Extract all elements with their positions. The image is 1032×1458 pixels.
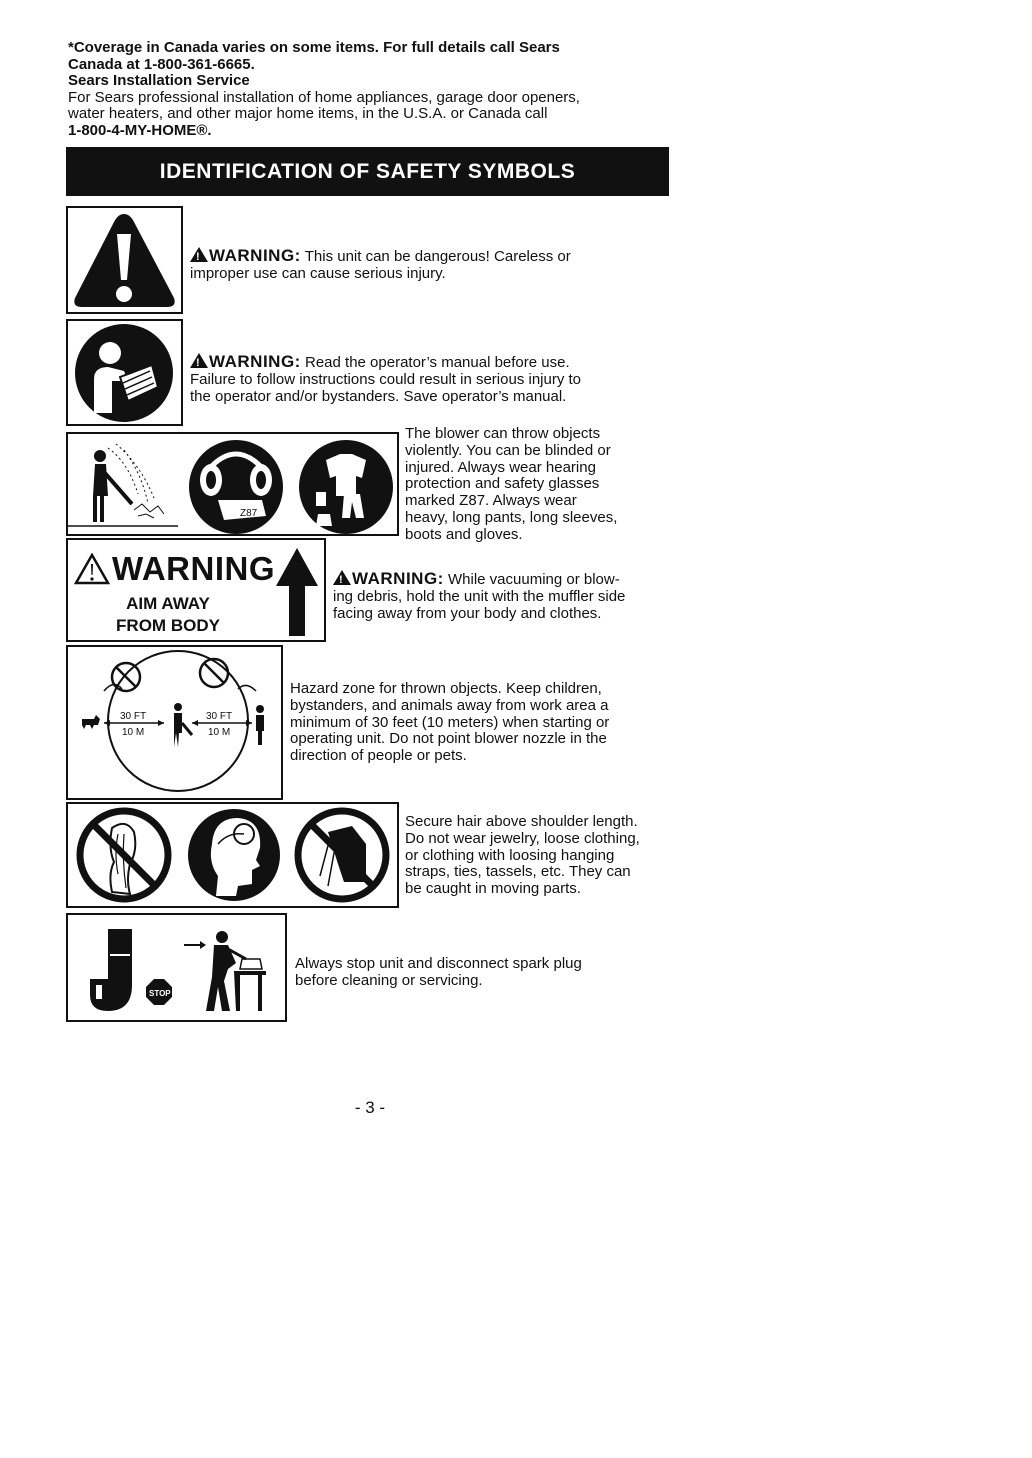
- hazard-zone-icon: [68, 647, 281, 798]
- manual-warning-line-2: Failure to follow instructions could result in serious injury to: [190, 370, 582, 388]
- sign-warning-word: WARNING: [112, 550, 275, 587]
- warning-label: WARNING:: [352, 569, 444, 588]
- hazard-zone-symbol: [66, 645, 283, 800]
- stop-label: STOP: [149, 989, 171, 998]
- hair-line-1: Secure hair above shoulder length.: [405, 813, 638, 830]
- stop-line-2: before cleaning or servicing.: [295, 971, 483, 989]
- alert-triangle-icon: [333, 570, 351, 585]
- stop-unit-text: [295, 956, 675, 990]
- protective-line-3: injured. Always wear hearing: [405, 458, 596, 476]
- hair-line-3: or clothing with loosing hanging: [405, 846, 615, 864]
- manual-warning-line-3: the operator and/or bystanders. Save operator’s manual.: [190, 387, 567, 405]
- protective-gear-symbol: [66, 432, 399, 536]
- aim-away-line-3: facing away from your body and clothes.: [333, 604, 602, 622]
- protective-gear-icon: [68, 434, 397, 534]
- stop-line-1: Always stop unit and disconnect spark plug: [295, 955, 582, 972]
- hair-clothing-text: [405, 814, 675, 898]
- installation-title: Sears Installation Service: [68, 72, 250, 89]
- hazard-line-1: Hazard zone for thrown objects. Keep children,: [290, 680, 602, 697]
- distance-ft-right: 30 FT: [206, 711, 233, 722]
- sign-line-1: AIM AWAY: [126, 594, 210, 613]
- general-warning-line-1: This unit can be dangerous! Careless or: [304, 248, 571, 265]
- installation-phone: 1-800-4-MY-HOME®.: [68, 121, 212, 139]
- hazard-line-4: operating unit. Do not point blower nozzle in the: [290, 730, 607, 748]
- protective-line-6: heavy, long pants, long sleeves,: [405, 508, 618, 526]
- coverage-line-1: *Coverage in Canada varies on some items. For full details call Sears: [68, 39, 560, 56]
- distance-m-right: 10 M: [208, 727, 231, 738]
- read-manual-icon: [68, 321, 181, 424]
- distance-m-left: 10 M: [122, 727, 145, 738]
- installation-line-1: For Sears professional installation of home appliances, garage door openers,: [68, 88, 580, 106]
- installation-line-2: water heaters, and other major home items, in the U.S.A. or Canada call: [68, 105, 548, 122]
- aim-away-text: [333, 570, 673, 622]
- hazard-zone-text: [290, 681, 670, 765]
- aim-away-line-1: While vacuuming or blow-: [448, 571, 620, 588]
- coverage-line-2: Canada at 1-800-361-6665.: [68, 55, 255, 73]
- general-warning-line-2: improper use can cause serious injury.: [190, 264, 446, 282]
- hair-line-5: be caught in moving parts.: [405, 880, 581, 898]
- protective-line-2: violently. You can be blinded or: [405, 441, 611, 459]
- hair-line-2: Do not wear jewelry, loose clothing,: [405, 829, 640, 847]
- aim-away-sign: [66, 538, 326, 642]
- hair-clothing-icon: [68, 804, 397, 906]
- z87-label: Z87: [240, 508, 258, 519]
- hazard-line-5: direction of people or pets.: [290, 747, 467, 765]
- page-number: - 3 -: [354, 1098, 386, 1117]
- section-banner: [66, 147, 669, 196]
- protective-line-7: boots and gloves.: [405, 525, 523, 543]
- hazard-line-3: minimum of 30 feet (10 meters) when starting or: [290, 713, 610, 731]
- banner-title: IDENTIFICATION OF SAFETY SYMBOLS: [159, 159, 576, 183]
- stop-unit-symbol: [66, 913, 287, 1022]
- warning-label: WARNING:: [209, 352, 301, 371]
- up-arrow-icon: [274, 546, 320, 638]
- sign-header: [74, 550, 275, 588]
- hazard-line-2: bystanders, and animals away from work area a: [290, 696, 609, 714]
- stop-unit-icon: [68, 915, 285, 1020]
- warning-triangle-symbol: [66, 206, 183, 314]
- sign-line-2: FROM BODY: [116, 616, 220, 635]
- hair-clothing-symbol: [66, 802, 399, 908]
- read-manual-symbol: [66, 319, 183, 426]
- aim-away-line-2: ing debris, hold the unit with the muffler side: [333, 587, 626, 605]
- alert-triangle-icon: [190, 247, 208, 262]
- general-warning-text: [190, 247, 660, 283]
- manual-warning-text: [190, 353, 670, 405]
- hair-line-4: straps, ties, tassels, etc. They can: [405, 863, 631, 881]
- warning-label: WARNING:: [209, 246, 301, 265]
- alert-triangle-icon: [190, 353, 208, 368]
- distance-ft-left: 30 FT: [120, 711, 147, 722]
- protective-gear-text: [405, 426, 665, 544]
- warning-triangle-icon: [68, 208, 181, 312]
- protective-line-1: The blower can throw objects: [405, 425, 601, 442]
- outline-warning-icon: [74, 553, 110, 585]
- protective-line-4: protection and safety glasses: [405, 475, 600, 493]
- header-text: [68, 40, 708, 139]
- protective-line-5: marked Z87. Always wear: [405, 492, 577, 510]
- manual-warning-line-1: Read the operator’s manual before use.: [305, 354, 570, 371]
